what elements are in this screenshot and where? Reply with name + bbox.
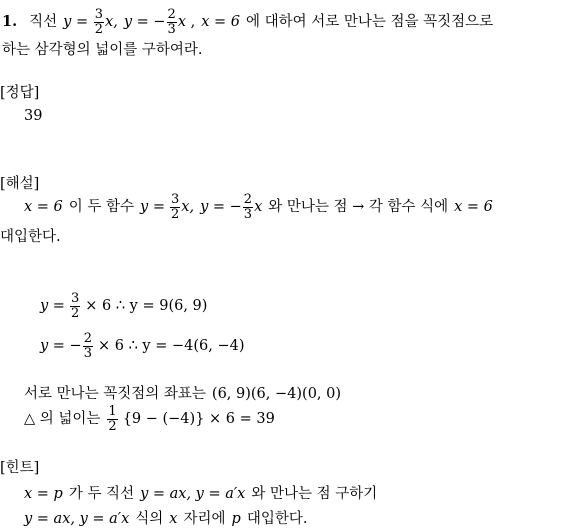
vertices-text: 서로 만나는 꼭짓점의 좌표는 [24,386,206,402]
hint-x-eq-p: x = p [24,486,63,502]
hint-text-1b: 가 두 직선 [68,486,135,502]
calc2-lhs: y = − [40,337,82,354]
problem-eq1-lhs: y [63,13,72,30]
fraction-numerator: 2 [243,192,253,207]
solution-text-1b: 이 두 함수 [68,198,135,215]
problem-line-2 [2,43,203,58]
problem-eq2-lhs: y [123,13,133,30]
fraction-denominator: 3 [167,21,176,37]
area-rest: {9 − (−4)} × 6 = 39 [122,410,275,427]
fraction-numerator: 3 [94,7,104,22]
problem-comma: , [190,13,196,30]
calc2-fraction [83,332,93,360]
problem-text-1b: 에 대하여 서로 만나는 점을 꼭짓점으로 [246,13,494,30]
solution-eq2-var: x [254,198,263,215]
calc1-fraction [70,292,80,320]
fraction-denominator: 2 [94,21,104,37]
hint-line-2 [24,512,307,527]
vertices-value: (6, 9)(6, −4)(0, 0) [211,386,342,402]
solution-line-1 [24,193,493,221]
fraction-denominator: 2 [170,206,180,222]
hint-p: p [231,511,241,527]
fraction-numerator: 2 [167,7,176,22]
calc1-rest: × 6 ∴ y = 9(6, 9) [85,297,208,314]
hint-lines-2: y = ax, y = a′x [24,511,130,527]
solution-line-2: 대입한다. [0,229,61,245]
fraction-numerator: 2 [83,331,92,346]
solution-eq1-var: x, [181,198,195,215]
problem-number: 1. [2,12,18,30]
hint-text-2f: 대입한다. [246,511,308,527]
hint-text-1d: 와 만나는 점 구하기 [251,486,378,502]
solution-calc-1 [40,292,207,320]
solution-x-eq: x = 6 [24,198,63,215]
solution-area [24,405,275,433]
problem-eq1-fraction [94,8,104,36]
fraction-denominator: 2 [70,305,80,321]
solution-vertices [24,387,341,402]
hint-text-2b: 식의 [135,511,164,527]
solution-x-eq-2: x = 6 [454,198,493,215]
fraction-denominator: 3 [83,345,92,361]
solution-eq2-lhs: y = − [200,198,242,215]
problem-eq1-var: x, [105,13,118,30]
fraction-denominator: 2 [108,418,117,434]
problem-eq2-var: x [177,13,187,30]
hint-x: x [169,511,178,527]
solution-label: [해설] [0,176,40,192]
hint-label: [힌트] [0,460,40,476]
problem-text-2: 하는 삼각형의 넓이를 구하여라. [2,42,203,58]
area-fraction [107,405,117,433]
problem-eq2-minus: − [153,13,166,30]
problem-line-1: 1. 직선 y = $\frac{3}{2}$ x, y = − $\frac{2}{3}$ x , x = 6 에 대하여 서로 만나는 점을 꼭짓점으로 [2,7,494,37]
fraction-numerator: 1 [108,404,117,419]
answer-label: [정답] [0,85,40,101]
solution-text-1c: 와 만나는 점 → 각 함수 식에 [268,198,449,215]
problem-eq2-fraction [167,8,177,36]
answer-value: 39 [24,108,43,124]
problem-eq3: x = 6 [201,13,241,30]
solution-calc-2 [40,332,245,360]
fraction-numerator: 3 [70,291,80,306]
area-text: △ 의 넓이는 [24,410,101,427]
hint-text-2d: 자리에 [183,511,226,527]
problem-text-1a: 직선 [29,13,58,30]
solution-eq2-fraction [243,193,253,221]
solution-eq1-fraction [170,193,180,221]
fraction-denominator: 3 [243,206,253,222]
solution-eq1-lhs: y = [140,198,165,215]
calc2-rest: × 6 ∴ y = −4(6, −4) [98,337,245,354]
hint-lines: y = ax, y = a′x [140,486,246,502]
hint-line-1 [24,487,377,502]
fraction-numerator: 3 [170,192,180,207]
calc1-lhs: y = [40,297,65,314]
